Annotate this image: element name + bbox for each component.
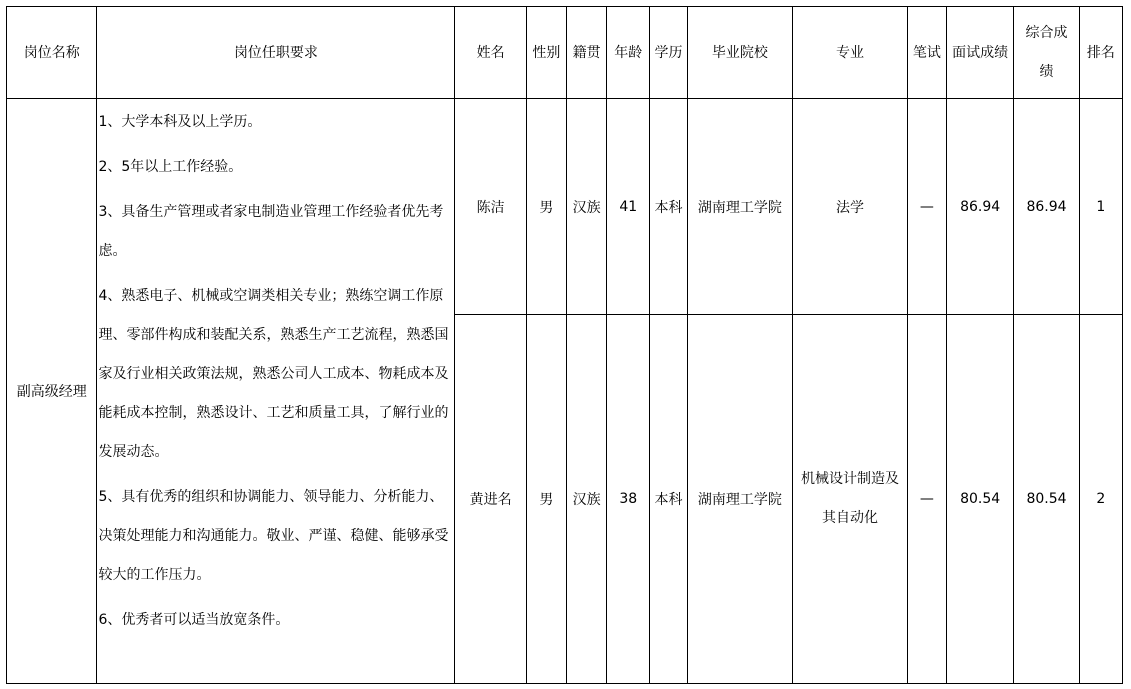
requirement-item: 5、具有优秀的组织和协调能力、领导能力、分析能力、决策处理能力和沟通能力。敬业、严谨、稳健、能够承受较大的工作压力。 xyxy=(98,489,449,583)
header-education: 学历 xyxy=(650,7,687,99)
requirement-item: 3、具备生产管理或者家电制造业管理工作经验者优先考虑。 xyxy=(98,204,444,259)
candidate-gender: 男 xyxy=(526,315,566,684)
header-age: 年龄 xyxy=(607,7,650,99)
header-school: 毕业院校 xyxy=(687,7,793,99)
header-written: 笔试 xyxy=(907,7,946,99)
header-total-label: 综合成绩 xyxy=(1025,24,1068,80)
candidate-name: 黄进名 xyxy=(455,315,526,684)
requirement-item: 1、大学本科及以上学历。 xyxy=(98,114,262,130)
candidate-name: 陈洁 xyxy=(455,99,526,315)
candidate-gender: 男 xyxy=(526,99,566,315)
candidate-total: 86.94 xyxy=(1014,99,1079,315)
table-row xyxy=(7,99,1123,315)
candidate-written: — xyxy=(907,315,946,684)
header-row xyxy=(7,7,1123,99)
candidate-origin: 汉族 xyxy=(566,99,606,315)
candidate-interview: 86.94 xyxy=(946,99,1013,315)
candidate-school: 湖南理工学院 xyxy=(687,315,793,684)
header-position: 岗位名称 xyxy=(7,7,97,99)
candidate-education: 本科 xyxy=(650,99,687,315)
candidate-major: 机械设计制造及其自动化 xyxy=(800,471,899,526)
header-interview: 面试成绩 xyxy=(946,7,1013,99)
requirements-cell xyxy=(97,99,455,684)
header-total xyxy=(1014,7,1079,99)
position-cell: 副高级经理 xyxy=(7,99,97,684)
candidate-rank: 1 xyxy=(1079,99,1122,315)
requirement-item: 4、熟悉电子、机械或空调类相关专业；熟练空调工作原理、零部件构成和装配关系，熟悉生产工艺流程，熟悉国家及行业相关政策法规，熟悉公司人工成本、物耗成本及能耗成本控制，熟悉设计、工艺和质量工具，了解行业的发展动态。 xyxy=(98,288,449,460)
candidate-school: 湖南理工学院 xyxy=(687,99,793,315)
header-major: 专业 xyxy=(793,7,908,99)
candidate-age: 38 xyxy=(607,315,650,684)
candidate-written: — xyxy=(907,99,946,315)
results-table xyxy=(6,6,1123,684)
header-rank: 排名 xyxy=(1079,7,1122,99)
candidate-major-cell xyxy=(793,315,908,684)
candidate-origin: 汉族 xyxy=(566,315,606,684)
header-name: 姓名 xyxy=(455,7,526,99)
header-requirements: 岗位任职要求 xyxy=(97,7,455,99)
candidate-interview: 80.54 xyxy=(946,315,1013,684)
header-gender: 性别 xyxy=(526,7,566,99)
header-origin: 籍贯 xyxy=(566,7,606,99)
candidate-major: 法学 xyxy=(793,99,908,315)
candidate-total: 80.54 xyxy=(1014,315,1079,684)
requirement-item: 6、优秀者可以适当放宽条件。 xyxy=(98,612,290,628)
candidate-rank: 2 xyxy=(1079,315,1122,684)
candidate-education: 本科 xyxy=(650,315,687,684)
requirement-item: 2、5年以上工作经验。 xyxy=(98,159,243,175)
candidate-age: 41 xyxy=(607,99,650,315)
